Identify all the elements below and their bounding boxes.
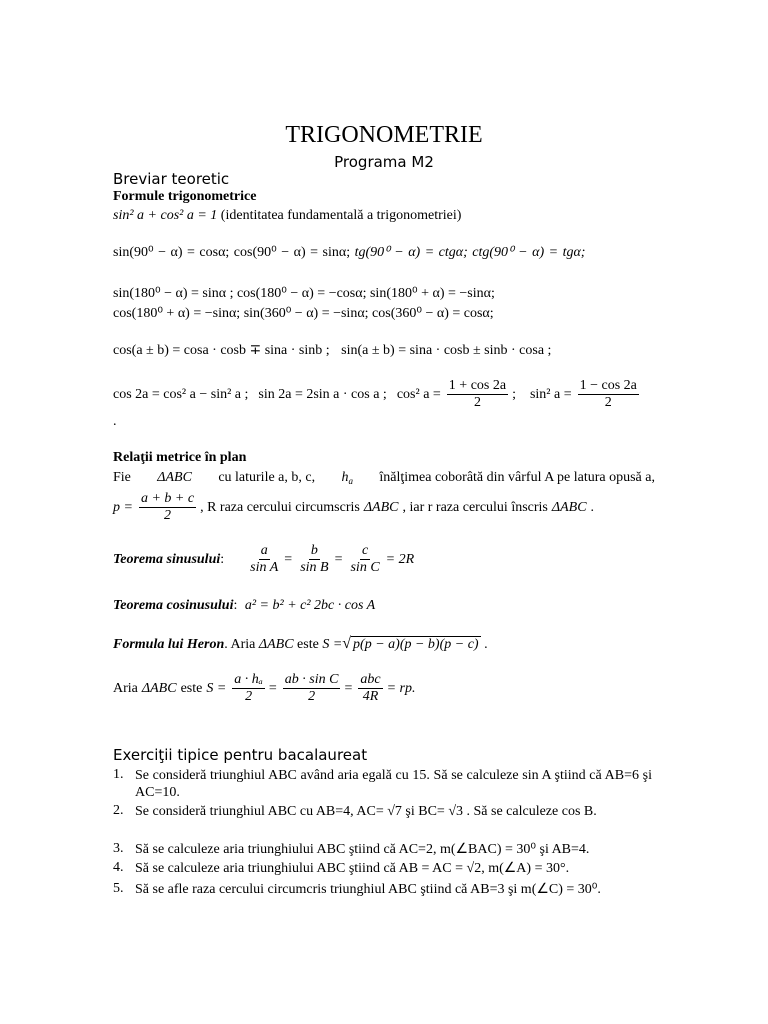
formula-tg-90: tg(90⁰ − α) = ctgα;	[354, 245, 468, 260]
formula-cos-180-plus: cos(180⁰ + α) = −sinα;	[113, 306, 241, 321]
exercise-number: 3.	[113, 841, 124, 856]
aria-fraction-height: $\frac{\text{a · hₐ}}{2}$	[234, 672, 263, 705]
heron-triangle: ΔABC	[258, 637, 294, 652]
stray-dot: .	[113, 414, 117, 429]
exercise-text: Se consideră triunghiul ABC având aria egală cu 15. Să se calculeze sin A ştiind că AB=6 şi AC=10.	[135, 768, 652, 800]
fundamental-identity	[113, 208, 461, 224]
sinus-result: = 2R	[385, 551, 415, 567]
formula-sin-sq-lhs: sin² a =	[529, 386, 572, 402]
formula-cos-90: cos(90⁰ − α) = sinα;	[233, 245, 351, 260]
heron-aria: . Aria	[224, 637, 256, 652]
exercise-number: 5.	[113, 881, 124, 896]
exercise-item	[113, 860, 652, 877]
aria-fraction-radius: $\frac{\text{abc}}{4R}$	[360, 672, 381, 705]
relatii-inaltimea: înălţimea coborâtă din vârful A pe latura opusă a,	[379, 470, 655, 485]
formula-sin-sq-fraction	[578, 378, 639, 411]
formula-line-180a	[113, 285, 495, 302]
exercise-number: 4.	[113, 860, 124, 875]
teorema-sinusului-colon: :	[220, 551, 225, 567]
relatii-height: $h_a$	[341, 470, 353, 486]
exercise-item	[113, 881, 652, 898]
relatii-end: .	[590, 499, 595, 515]
exercise-item	[113, 767, 652, 801]
cos-sq-numerator: 1 + cos 2a	[447, 378, 508, 395]
relatii-heading: Relaţii metrice în plan	[113, 450, 247, 465]
heron-label: Formula lui Heron	[113, 637, 225, 652]
relatii-line-2	[113, 491, 598, 524]
formula-sin-double: sin 2a = 2sin a · cos a ;	[258, 386, 387, 402]
formula-cos-360-minus: cos(360⁰ − α) = cosα;	[372, 306, 494, 321]
heron-sqrt-content: p(p − a)(p − b)(p − c)	[353, 637, 479, 652]
aria-triangle: ΔABC	[141, 680, 177, 696]
formula-ctg-90: ctg(90⁰ − α) = tgα;	[472, 245, 586, 260]
formula-sin-sum: sin(a ± b) = sina · cosb ± sinb · cosa ;	[341, 343, 552, 358]
formula-cos-sq-lhs: cos² a =	[396, 386, 441, 402]
sinus-fraction-b: $\frac{b}{\text{sin B}}$	[300, 543, 329, 576]
sin-sq-denominator: 2	[604, 395, 612, 411]
sin-sq-numerator: 1 − cos 2a	[578, 378, 639, 395]
fundamental-note: (identitatea fundamentală a trigonometriei)	[220, 208, 462, 223]
sinus-eq-1: =	[284, 551, 293, 567]
teorema-cosinusului-label: Teorema cosinusului	[113, 598, 234, 613]
cosinus-formula: a² = b² + c² 2bc · cos A	[244, 598, 376, 613]
teorema-sinusului	[113, 543, 418, 576]
teorema-sinusului-label: Teorema sinusului	[113, 551, 221, 567]
exercise-text: Se consideră triunghiul ABC cu AB=4, AC= √7 şi BC= √3 . Să se calculeze cos B.	[135, 804, 597, 819]
formule-heading: Formule trigonometrice	[113, 189, 257, 204]
heron-lhs: S =	[322, 637, 343, 652]
aria-eq-1: =	[268, 680, 277, 696]
sinus-eq-2: =	[334, 551, 343, 567]
formula-cos-180-minus: cos(180⁰ − α) = −cosα;	[236, 286, 367, 301]
cos-sq-denominator: 2	[473, 395, 481, 411]
formula-cos-sum: cos(a ± b) = cosa · cosb ∓ sina · sinb ;	[113, 343, 330, 358]
formula-separator: ;	[512, 386, 516, 402]
aria-eq-2: =	[344, 680, 353, 696]
semiperimeter-numerator: a + b + c	[139, 491, 196, 508]
relatii-triangle: ΔABC	[157, 470, 192, 485]
heron-este: este	[297, 637, 319, 652]
aria-formula	[113, 672, 420, 705]
aria-end: = rp.	[386, 680, 416, 696]
teorema-cosinusului	[113, 598, 375, 614]
exercise-text: Să se calculeze aria triunghiului ABC ştiind că AC=2, m(∠BAC) = 30⁰ şi AB=4.	[135, 842, 590, 857]
formula-heron: Formula lui Heron. Aria ΔABC este S =√ p(p − a)(p − b)(p − c) .	[113, 635, 488, 652]
semiperimeter-lhs: p =	[113, 499, 133, 515]
sinus-fraction-a: $\frac{a}{\text{sin A}}$	[250, 543, 279, 576]
document-title: TRIGONOMETRIE	[285, 122, 483, 148]
formula-line-180b	[113, 305, 494, 322]
relatii-circumscris: , R raza cercului circumscris	[200, 499, 360, 515]
aria-este: este	[180, 680, 203, 696]
formula-sin-180-plus: sin(180⁰ + α) = −sinα;	[369, 286, 495, 301]
teorema-cosinusului-colon: :	[233, 598, 238, 613]
formula-sin-180-minus: sin(180⁰ − α) = sinα ;	[113, 286, 234, 301]
exercise-item	[113, 803, 652, 820]
aria-lhs: S =	[206, 680, 227, 696]
relatii-laturi: cu laturile a, b, c,	[218, 470, 316, 485]
fundamental-formula: sin² a + cos² a = 1	[113, 208, 218, 223]
relatii-triangle-3: ΔABC	[551, 499, 587, 515]
relatii-triangle-2: ΔABC	[363, 499, 399, 515]
relatii-line-1	[113, 470, 655, 486]
semiperimeter-denominator: 2	[164, 508, 171, 524]
formula-cos-double: cos 2a = cos² a − sin² a ;	[113, 386, 249, 402]
formula-sin-360-minus: sin(360⁰ − α) = −sinα;	[243, 306, 369, 321]
document-subtitle: Programa M2	[334, 153, 434, 171]
breviar-heading: Breviar teoretic	[113, 170, 230, 188]
heron-end: .	[484, 637, 488, 652]
formula-sin-90: sin(90⁰ − α) = cosα;	[113, 245, 230, 260]
formula-line-sum	[113, 342, 551, 359]
exercise-number: 1.	[113, 767, 124, 782]
aria-label: Aria	[113, 680, 138, 696]
formula-cos-sq-fraction	[447, 378, 508, 411]
aria-fraction-sin: $\frac{\text{ab · sin C}}{2}$	[284, 672, 339, 705]
relatii-fie: Fie	[113, 470, 131, 485]
exercitii-heading: Exerciţii tipice pentru bacalaureat	[113, 746, 368, 764]
formula-line-90	[113, 244, 585, 261]
sinus-fraction-c: $\frac{c}{\text{sin C}}$	[350, 543, 380, 576]
semiperimeter-fraction	[139, 491, 196, 524]
relatii-inscris: , iar r raza cercului înscris	[402, 499, 548, 515]
exercise-text: Să se calculeze aria triunghiului ABC ştiind că AB = AC = √2, m(∠A) = 30°.	[135, 861, 570, 876]
exercise-text: Să se afle raza cercului circumcris triunghiul ABC ştiind că AB=3 şi m(∠C) = 30⁰.	[135, 882, 601, 897]
formula-line-double	[113, 378, 643, 411]
exercise-item	[113, 841, 652, 858]
exercise-number: 2.	[113, 803, 124, 818]
